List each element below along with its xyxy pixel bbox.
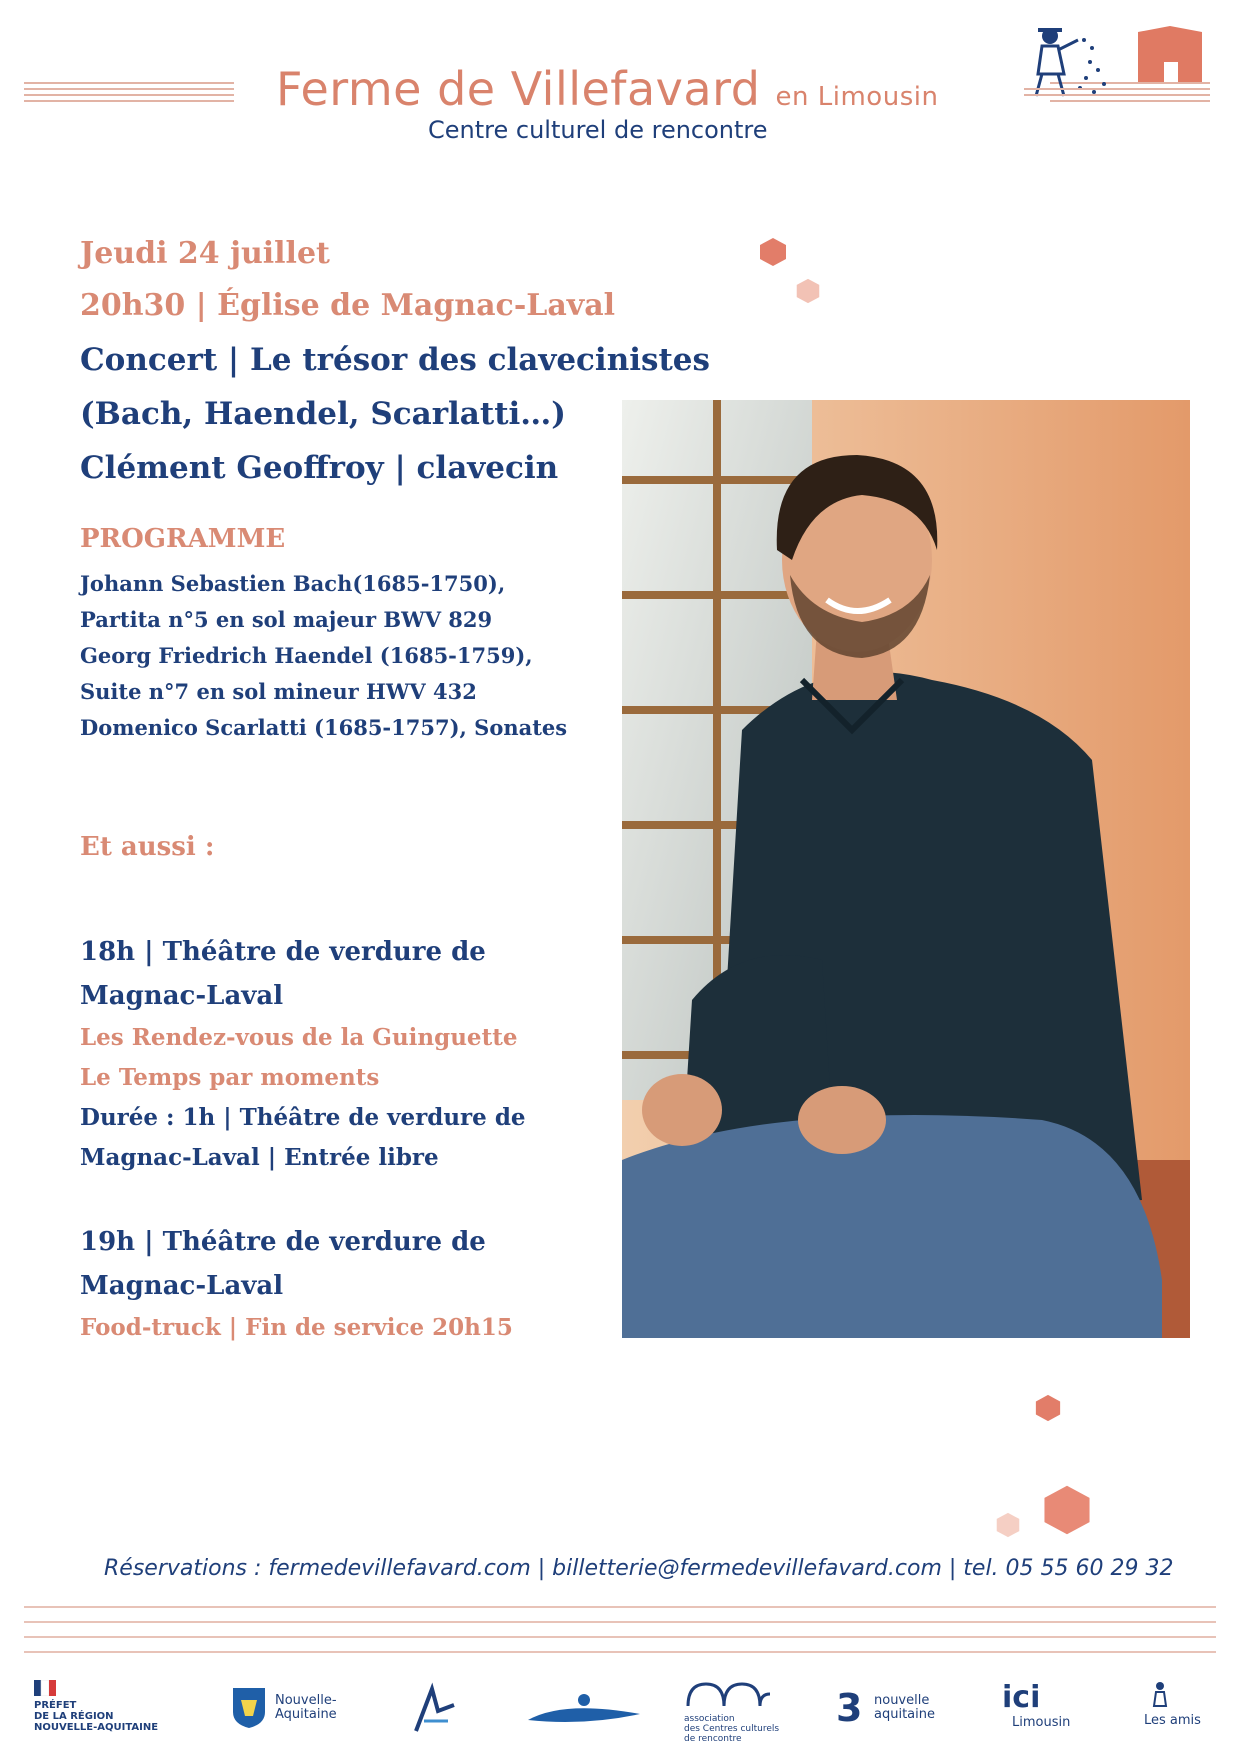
also-event-guinguette [80, 930, 580, 1178]
also-event1-line4: Le Temps par moments [80, 1064, 380, 1091]
ici-limousin-logo [1002, 1680, 1092, 1742]
france3-line2: aquitaine [874, 1707, 935, 1722]
also-heading: Et aussi : [80, 832, 215, 862]
event-composers: (Bach, Haendel, Scarlatti…) [80, 396, 566, 432]
brand-suffix: en Limousin [775, 82, 939, 112]
programme-heading: PROGRAMME [80, 524, 286, 554]
region-line2: Aquitaine [275, 1707, 337, 1722]
amis-logo [1128, 1680, 1218, 1742]
also-event1-line5: Durée : 1h | Théâtre de verdure de [80, 1104, 526, 1131]
accr-mark-icon [684, 1680, 774, 1710]
hexagon-decoration [1040, 1484, 1094, 1536]
programme-item: Georg Friedrich Haendel (1685-1759), [80, 643, 533, 668]
ici-word: ici [1002, 1680, 1041, 1715]
programme-item: Domenico Scarlatti (1685-1757), Sonates [80, 715, 568, 740]
also-event-foodtruck [80, 1220, 580, 1348]
also-event1-line2: Magnac-Laval [80, 981, 284, 1011]
programme-item: Partita n°5 en sol majeur BWV 829 [80, 607, 493, 632]
programme-item: Johann Sebastien Bach(1685-1750), [80, 571, 506, 596]
marianne-icon [34, 1680, 56, 1696]
france3-line1: nouvelle [874, 1693, 930, 1708]
partner-logos [24, 1680, 1224, 1746]
france3-number: 3 [836, 1686, 863, 1730]
farm-logo-icon [1020, 18, 1210, 108]
also-event1-line1: 18h | Théâtre de verdure de [80, 937, 486, 967]
prefet-line2: DE LA RÉGION [34, 1711, 114, 1722]
accr-line3: de rencontre [684, 1734, 742, 1744]
event-concert-title: Concert | Le trésor des clavecinistes [80, 342, 710, 378]
programme-list [80, 566, 567, 746]
prefet-line1: PRÉFET [34, 1700, 77, 1711]
accr-line2: des Centres culturels [684, 1724, 780, 1734]
region-shield-icon [229, 1686, 269, 1730]
artist-photo [622, 400, 1190, 1338]
also-event2-line1: 19h | Théâtre de verdure de [80, 1227, 486, 1257]
also-event1-line3: Les Rendez-vous de la Guinguette [80, 1024, 518, 1051]
page-subtitle: Centre culturel de rencontre [428, 116, 768, 144]
region-line1: Nouvelle- [275, 1693, 337, 1708]
event-date: Jeudi 24 juillet [80, 236, 330, 271]
reservations-contact: Réservations : fermedevillefavard.com | billetterie@fermedevillefavard.com | tel. 05 55 60 29 32 [104, 1556, 1174, 1581]
header-rule-left [24, 82, 234, 108]
accr-line1: association [684, 1714, 735, 1724]
amis-label: Les amis [1144, 1713, 1201, 1728]
programme-item: Suite n°7 en sol mineur HWV 432 [80, 679, 477, 704]
hexagon-decoration [995, 1512, 1021, 1538]
france3-logo [836, 1680, 956, 1742]
accr-logo [684, 1680, 804, 1742]
prefet-logo [34, 1680, 174, 1742]
amis-farmer-icon [1148, 1680, 1178, 1710]
brand-name: Ferme de Villefavard [276, 62, 761, 116]
event-artist: Clément Geoffroy | clavecin [80, 450, 559, 486]
hexagon-decoration [795, 278, 821, 304]
haute-vienne-logo-icon [404, 1680, 464, 1742]
hexagon-decoration [758, 237, 788, 267]
haut-limousin-logo-icon [524, 1680, 644, 1742]
event-time-place: 20h30 | Église de Magnac-Laval [80, 288, 616, 323]
ici-sub: Limousin [1012, 1715, 1071, 1730]
region-logo [229, 1680, 349, 1742]
also-event1-line6: Magnac-Laval | Entrée libre [80, 1144, 439, 1171]
also-event2-line2: Magnac-Laval [80, 1271, 284, 1301]
page-title [276, 62, 938, 116]
prefet-line3: NOUVELLE-AQUITAINE [34, 1722, 159, 1733]
footer-rules [24, 1606, 1216, 1666]
hexagon-decoration [1034, 1394, 1062, 1422]
also-event2-line3: Food-truck | Fin de service 20h15 [80, 1314, 513, 1341]
